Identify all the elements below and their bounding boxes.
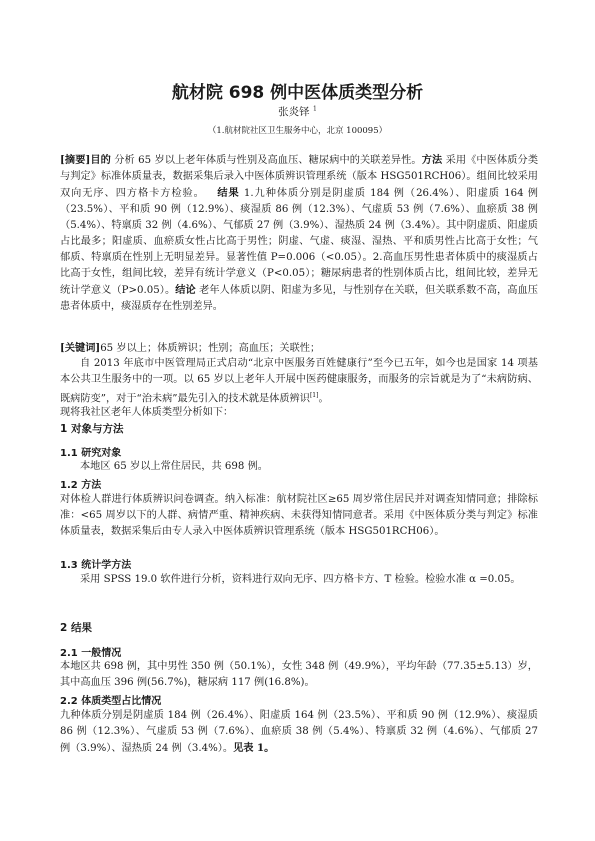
keywords <box>60 340 538 357</box>
keywords-label: [关键词] <box>60 342 101 354</box>
conclusion-label: 结论 <box>175 284 196 296</box>
purpose-label: 目的 <box>90 154 111 166</box>
abstract <box>60 152 538 315</box>
method-label: 方法 <box>421 154 443 166</box>
conclusion-text: 老年人体质以阴、阳虚为多见，与性别存在关联，但关联系数不高，高血压患者体质中，痰湿质存在性别差异。 <box>60 285 538 312</box>
table-reference: 见表 1。 <box>233 742 275 754</box>
subsection-heading: 2.1 一般情况 <box>60 648 122 659</box>
paper-title: 航材院 698 例中医体质类型分析 <box>171 83 424 103</box>
section-heading: 1 对象与方法 <box>60 423 124 435</box>
subsection-text: 本地区共 698 例，其中男性 350 例（50.1%），女性 348 例（49.9%），平均年龄（77.35±5.13）岁，其中高血压 396 例(56.7%)，糖尿病 117 例(16.8%)。 <box>60 661 538 688</box>
method-text: 采用《中医体质分类与判定》标准体质量表，数据采集后录入中医体质辨识管理系统（版本 HSG501RCH06）。组间比较采用双向无序、四方格卡方检验。 <box>60 155 539 199</box>
intro-text: 自 2013 年底市中医管理局正式启动“北京中医服务百姓健康行”至今已五年，如今也是国家 14 项基本公共卫生服务中的一项。以 65 岁以上老年人开展中医药健康服务，而服务的宗旨就是为了“未病防病、既病防变”，对于“治未病”最先引入的技术就是体质辨识 <box>60 358 538 405</box>
purpose-text: 分析 65 岁以上老年体质与性别及高血压、糖尿病中的关联差异性。 <box>110 155 422 166</box>
result-text: 1.九种体质分别是阴虚质 184 例（26.4%）、阳虚质 164 例（23.5%）、平和质 90 例（12.9%）、痰湿质 86 例（12.3%）、气虚质 53 例（7.6%）、血瘀质 38 例（5.4%）、特禀质 32 例（4.6%）、气郁质 27 例（3.9%）、湿热质 24 例（3.4%）。其中阴虚质、阳虚质占比最多；阳虚质、血瘀质女性占比高于男性；阴虚、气虚、痰湿、湿热、平和质男性占比高于女性；气郁质、特禀质在性别上无明显差异。显著性值 P=0.006（<0.05）。2.高血压男性患者体质中的痰湿质占比高于女性，组间比较，差异有统计学意义（P<0.05）；糖尿病患者的性别体质占比，组间比较，差异无统计学意义（P>0.05）。 <box>60 188 538 296</box>
subsection-heading: 1.2 方法 <box>60 480 102 491</box>
result-label: 结果 <box>217 187 240 199</box>
subsection-heading: 2.2 体质类型占比情况 <box>60 696 162 707</box>
author-name: 张炎铎 <box>278 106 310 118</box>
author-line <box>0 104 595 119</box>
keywords-text: 65 岁以上；体质辨识；性别；高血压；关联性； <box>100 343 321 354</box>
abstract-label: [摘要] <box>60 154 91 166</box>
subsection-heading: 1.1 研究对象 <box>60 448 122 459</box>
citation-ref: [1] <box>309 392 319 399</box>
subsection-text <box>60 708 538 757</box>
affiliation: （1.航材院社区卫生服务中心，北京 100095） <box>207 126 388 136</box>
section-heading: 2 结果 <box>60 622 92 634</box>
subsection-body: 九种体质分别是阴虚质 184 例（26.4%）、阳虚质 164 例（23.5%）、平和质 90 例（12.9%）、痰湿质 86 例（12.3%）、气虚质 53 例（7.6%）、血瘀质 38 例（5.4%）、特禀质 32 例（4.6%）、气郁质 27 例（3.9%）、湿热质 24 例（3.4%）。 <box>60 710 538 754</box>
subsection-heading: 1.3 统计学方法 <box>60 560 132 571</box>
subsection-text: 采用 SPSS 19.0 软件进行分析，资料进行双向无序、四方格卡方、T 检验。检验水准 α =0.05。 <box>80 574 521 585</box>
intro-paragraph <box>60 356 538 407</box>
author-mark: 1 <box>313 105 317 113</box>
subsection-text: 对体检人群进行体质辨识问卷调查。纳入标准：航材院社区≥65 周岁常住居民并对调查知情同意；排除标准：<65 周岁以下的人群、病情严重、精神疾病、未获得知情同意者。采用《中医体质分类与判定》标准体质量表，数据采集后由专人录入中医体质辨识管理系统（版本 HSG501RCH06）。 <box>60 494 538 537</box>
intro-paragraph-2: 现将我社区老年人体质类型分析如下： <box>60 407 234 418</box>
subsection-text: 本地区 65 岁以上常住居民，共 698 例。 <box>80 461 268 472</box>
intro-text-end: 。 <box>318 393 329 405</box>
